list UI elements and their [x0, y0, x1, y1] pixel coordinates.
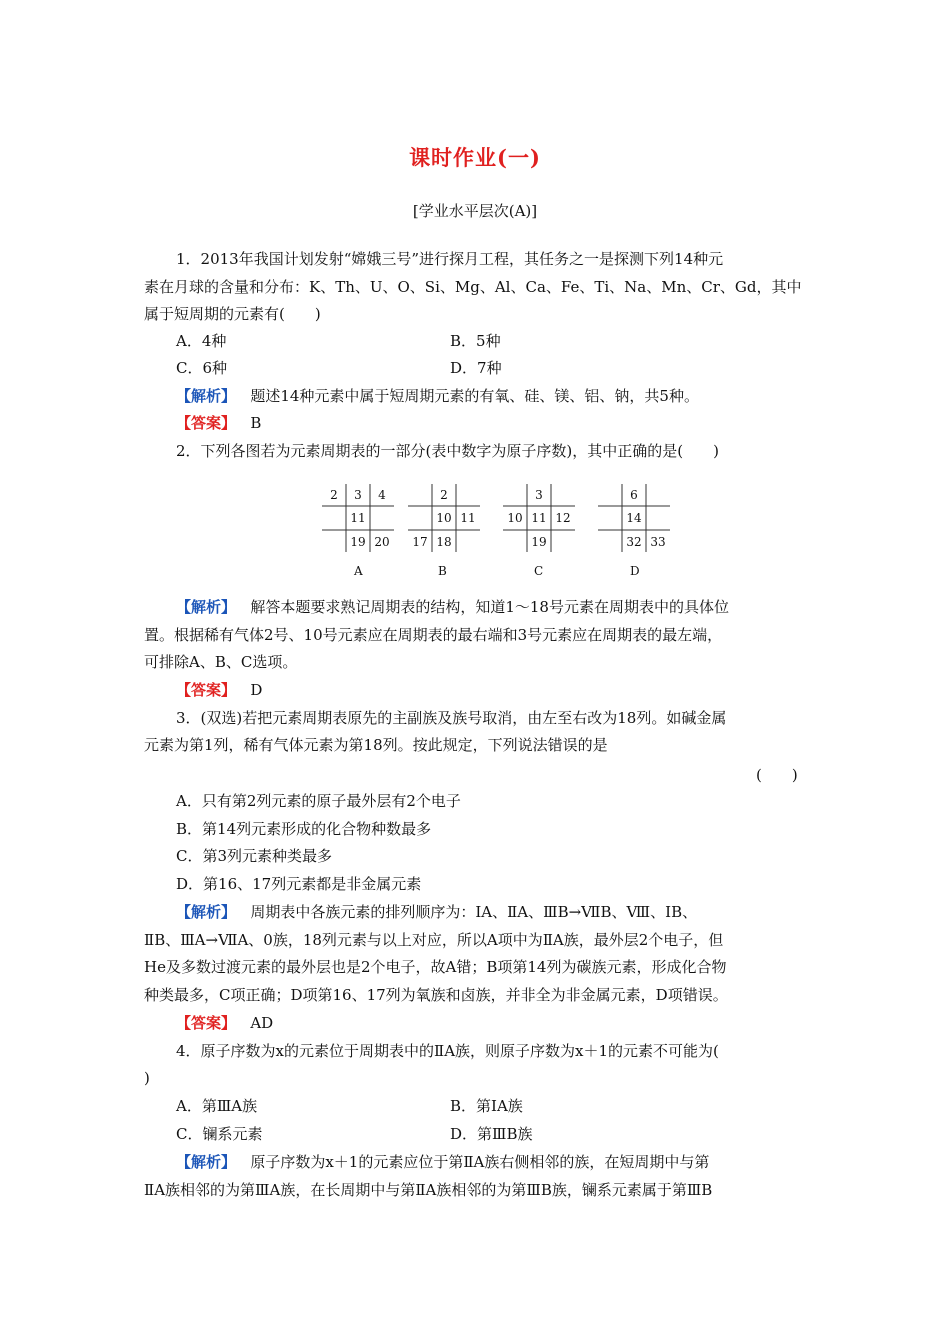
q4-analysis-tag: 【解析】 [176, 1153, 237, 1171]
q3-answer-tag: 【答案】 [176, 1014, 237, 1032]
fig-b-cell-10: 10 [436, 511, 452, 525]
fig-b-cell-17: 17 [412, 535, 428, 549]
q3-analysis-line-1 [176, 902, 697, 922]
q2-answer [176, 680, 262, 700]
q3-analysis-line-4: 种类最多，C项正确；D项第16、17列为氧族和卤族，并非全为非金属元素，D项错误。 [144, 986, 728, 1004]
page-title: 课时作业(一) [409, 145, 541, 170]
q3-analysis-line-3: He及多数过渡元素的最外层也是2个电子，故A错；B项第14列为碳族元素，形成化合物 [144, 958, 727, 976]
fig-a-cell-4: 4 [378, 488, 386, 502]
fig-d-cell-33: 33 [650, 535, 666, 549]
q2-analysis-tag: 【解析】 [176, 598, 237, 616]
fig-a-cell-3: 3 [354, 488, 362, 502]
q1-analysis-tag: 【解析】 [176, 387, 237, 405]
q3-analysis-line-2: ⅡB、ⅢA→ⅦA、0族，18列元素与以上对应，所以A项中为ⅡA族，最外层2个电子，但 [144, 931, 724, 949]
q3-option-d: D．第16、17列元素都是非金属元素 [176, 875, 422, 893]
q1-line-1: 1．2013年我国计划发射“嫦娥三号”进行探月工程，其任务之一是探测下列14种元 [176, 250, 724, 268]
q2-analysis-line-1 [176, 597, 729, 617]
table-fragment-c [503, 484, 575, 556]
fig-c-cell-3: 3 [535, 488, 543, 502]
fig-d-label: D [630, 564, 640, 578]
q3-analysis-text-1: 周期表中各族元素的排列顺序为：ⅠA、ⅡA、ⅢB→ⅦB、Ⅷ、ⅠB、 [250, 903, 698, 921]
q4-line-1: 4．原子序数为x的元素位于周期表中的ⅡA族，则原子序数为x＋1的元素不可能为( [176, 1042, 719, 1060]
q3-line-1: 3．(双选)若把元素周期表原先的主副族及族号取消，由左至右改为18列。如碱金属 [176, 709, 727, 727]
q2-line: 2．下列各图若为元素周期表的一部分(表中数字为原子序数)，其中正确的是( ) [176, 442, 719, 460]
q4-analysis-line-2: ⅡA族相邻的为第ⅢA族，在长周期中与第ⅡA族相邻的为第ⅢB族，镧系元素属于第ⅢB [144, 1181, 713, 1199]
q1-option-a: A．4种 [176, 332, 227, 350]
q4-analysis-line-1 [176, 1152, 709, 1172]
q1-option-b: B．5种 [450, 332, 501, 350]
fig-a-cell-19: 19 [350, 535, 366, 549]
q3-analysis-tag: 【解析】 [176, 903, 237, 921]
q1-option-d: D．7种 [450, 359, 502, 377]
table-fragment-a [322, 484, 394, 556]
fig-b-cell-18: 18 [436, 535, 452, 549]
q3-answer-text: AD [250, 1014, 274, 1032]
q4-option-a: A．第ⅢA族 [176, 1097, 258, 1115]
q3-answer [176, 1013, 273, 1033]
fig-c-label: C [534, 564, 544, 578]
q3-option-a: A．只有第2列元素的原子最外层有2个电子 [176, 792, 461, 810]
page-subtitle: [学业水平层次(A)] [412, 202, 538, 220]
q2-answer-text: D [250, 681, 263, 699]
q1-answer-text: B [250, 414, 262, 432]
q1-answer [176, 413, 261, 433]
table-fragment-d [598, 484, 670, 556]
q4-option-c: C．镧系元素 [176, 1125, 263, 1143]
q2-analysis-line-2: 置。根据稀有气体2号、10号元素应在周期表的最右端和3号元素应在周期表的最左端， [144, 626, 723, 644]
fig-a-cell-2: 2 [330, 488, 338, 502]
fig-b-cell-2: 2 [440, 488, 448, 502]
q1-line-3: 属于短周期的元素有( ) [144, 305, 321, 323]
q4-option-d: D．第ⅢB族 [450, 1125, 533, 1143]
q2-answer-tag: 【答案】 [176, 681, 237, 699]
q4-line-2: ) [144, 1069, 150, 1087]
fig-b-cell-11: 11 [460, 511, 476, 525]
q4-analysis-text-1: 原子序数为x＋1的元素应位于第ⅡA族右侧相邻的族，在短周期中与第 [250, 1153, 710, 1171]
q1-line-2: 素在月球的含量和分布：K、Th、U、O、Si、Mg、Al、Ca、Fe、Ti、Na、Mn、Cr、Gd，其中 [144, 278, 802, 296]
q2-analysis-line-3: 可排除A、B、C选项。 [144, 653, 298, 671]
q4-option-b: B．第ⅠA族 [450, 1097, 523, 1115]
fig-a-label: A [354, 564, 363, 578]
fig-a-cell-20: 20 [374, 535, 390, 549]
fig-a-cell-11: 11 [350, 511, 366, 525]
fig-c-cell-11: 11 [531, 511, 547, 525]
q2-analysis-text-1: 解答本题要求熟记周期表的结构，知道1～18号元素在周期表中的具体位 [250, 598, 729, 616]
table-fragment-b [408, 484, 480, 556]
q3-option-b: B．第14列元素形成的化合物种数最多 [176, 820, 432, 838]
fig-b-label: B [438, 564, 447, 578]
fig-c-cell-12: 12 [555, 511, 571, 525]
q1-analysis-text: 题述14种元素中属于短周期元素的有氧、硅、镁、铝、钠，共5种。 [250, 387, 699, 405]
fig-c-cell-10: 10 [507, 511, 523, 525]
fig-c-cell-19: 19 [531, 535, 547, 549]
q3-answer-paren: ( ) [756, 766, 798, 784]
fig-d-cell-32: 32 [626, 535, 642, 549]
q1-option-c: C．6种 [176, 359, 228, 377]
fig-d-cell-14: 14 [626, 511, 642, 525]
q1-answer-tag: 【答案】 [176, 414, 237, 432]
q3-line-2: 元素为第1列，稀有气体元素为第18列。按此规定，下列说法错误的是 [144, 736, 608, 754]
q3-option-c: C．第3列元素种类最多 [176, 847, 333, 865]
fig-d-cell-6: 6 [630, 488, 638, 502]
q1-analysis [176, 386, 699, 406]
